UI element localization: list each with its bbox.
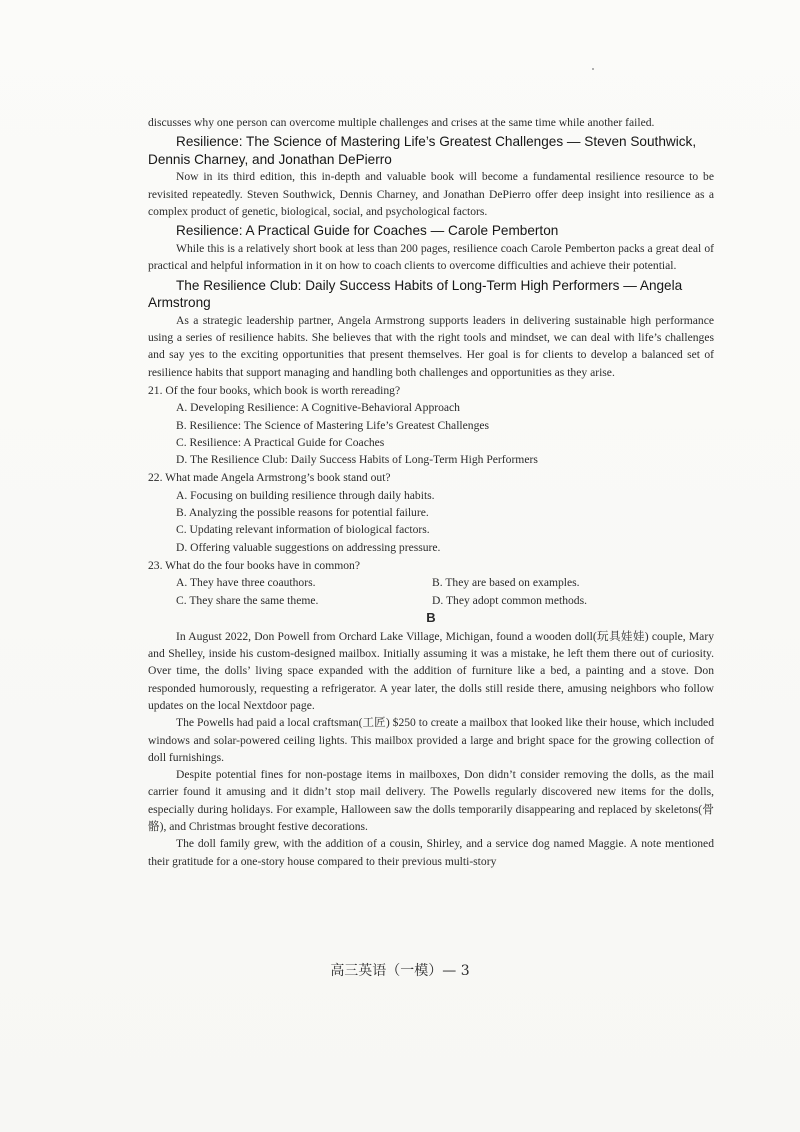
option-a: A. Developing Resilience: A Cognitive-Behavioral Approach: [176, 401, 460, 415]
book-desc-3: As a strategic leadership partner, Angela Armstrong supports leaders in delivering sustainable high performance using a series of resilience habits. She believes that with the right tools and mindset, we can deal with life’s challenges and say yes to the exciting opportunities that present themselves. Her goal is for clients to develop a balanced set of resilience habits that support managing and handling both challenges and opportunities as they arise.: [148, 313, 714, 379]
option-c: C. Updating relevant information of biological factors.: [176, 523, 430, 537]
book-desc-2: While this is a relatively short book at less than 200 pages, resilience coach Carole Pemberton packs a great deal of practical and helpful information in it on how to coach clients to overcome difficulties and achieve their potential.: [148, 241, 714, 273]
book-title-3: The Resilience Club: Daily Success Habits of Long-Term High Performers — Angela Armstrong: [148, 277, 683, 311]
option-a: A. Focusing on building resilience through daily habits.: [176, 488, 435, 502]
passage-b-paragraph-3: Despite potential fines for non-postage items in mailboxes, Don didn’t consider removing the dolls, as the mail carrier found it amusing and it didn’t stop mail delivery. The Powells regularly discovered new items for the dolls, especially during holidays. For example, Halloween saw the dolls temporarily disappearing and replaced by skeletons(骨骼), and Christmas brought festive decorations.: [148, 768, 714, 834]
option-a: A. They have three coauthors.: [176, 576, 316, 590]
options-grid: [148, 574, 714, 609]
option-c: C. They share the same theme.: [176, 593, 319, 607]
scan-speck: [592, 68, 594, 70]
section-b-heading: B: [426, 609, 436, 625]
option-b: B. Resilience: The Science of Mastering Life’s Greatest Challenges: [176, 418, 490, 432]
page-content: [148, 114, 714, 870]
passage-b-paragraph-1: In August 2022, Don Powell from Orchard Lake Village, Michigan, found a wooden doll(玩具娃娃) couple, Mary and Shelley, inside his custom-designed mailbox. Initially assuming it was a mistake, he left them there out of curiosity. Over time, the dolls’ living space expanded with the addition of furniture like a bed, a painting and a stove. Don responded humorously, requesting a refrigerator. A year later, the dolls still reside there, amusing neighbors who follow updates on the local Nextdoor page.: [148, 629, 714, 712]
question-23: [148, 557, 714, 609]
option-d: D. The Resilience Club: Daily Success Habits of Long-Term High Performers: [176, 453, 538, 467]
question-22: [148, 469, 714, 555]
question-stem: 23. What do the four books have in common?: [148, 558, 360, 572]
option-d: D. Offering valuable suggestions on addressing pressure.: [176, 540, 441, 554]
option-b: B. Analyzing the possible reasons for potential failure.: [176, 506, 429, 520]
question-stem: 21. Of the four books, which book is worth rereading?: [148, 383, 401, 397]
question-stem: 22. What made Angela Armstrong’s book stand out?: [148, 471, 391, 485]
book-title-2: Resilience: A Practical Guide for Coaches — Carole Pemberton: [176, 223, 559, 239]
option-d: D. They adopt common methods.: [432, 593, 587, 607]
book-title-1: Resilience: The Science of Mastering Life’s Greatest Challenges — Steven Southwick, Dennis Charney, and Jonathan DePierro: [148, 134, 697, 167]
option-c: C. Resilience: A Practical Guide for Coaches: [176, 435, 385, 449]
option-b: B. They are based on examples.: [432, 576, 580, 590]
passage-b-paragraph-4: The doll family grew, with the addition of a cousin, Shirley, and a service dog named Maggie. A note mentioned their gratitude for a one-story house compared to their previous multi-story: [148, 837, 714, 868]
intro-tail: discusses why one person can overcome multiple challenges and crises at the same time while another failed.: [148, 116, 655, 129]
passage-b-paragraph-2: The Powells had paid a local craftsman(工匠) $250 to create a mailbox that looked like their house, which included windows and solar-powered ceiling lights. This mailbox provided a large and bright space for the growing collection of doll furnishings.: [148, 716, 714, 764]
page-footer: 高三英语（一模）— 3: [330, 963, 470, 979]
question-21: [148, 382, 714, 468]
book-desc-1: Now in its third edition, this in-depth and valuable book will become a fundamental resilience resource to be revisited repeatedly. Steven Southwick, Dennis Charney, and Jonathan DePierro offer deep insight into resilience as a complex product of genetic, biological, social, and psychological factors.: [148, 170, 714, 219]
